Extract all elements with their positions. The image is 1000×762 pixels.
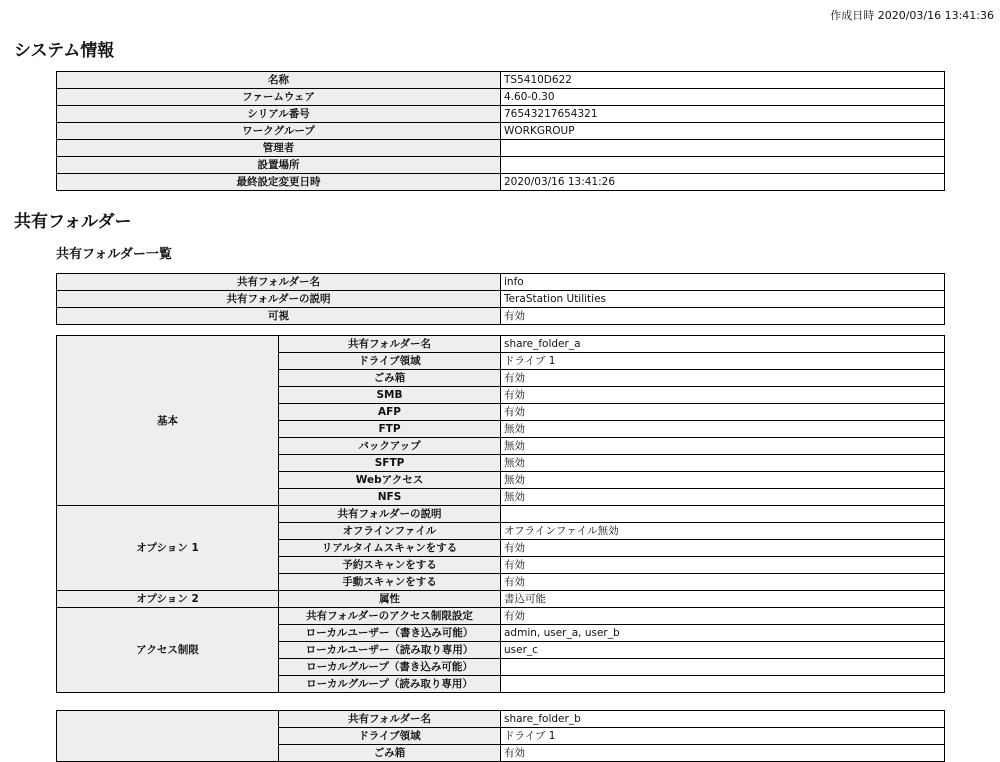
row-label: SMB [279, 387, 501, 404]
row-label: FTP [279, 421, 501, 438]
row-value: TeraStation Utilities [501, 291, 945, 308]
row-label: 共有フォルダー名 [279, 336, 501, 353]
row-value [501, 659, 945, 676]
table-row [57, 711, 945, 728]
row-value: admin, user_a, user_b [501, 625, 945, 642]
table-row [57, 591, 945, 608]
shared-folders-list-heading: 共有フォルダー一覧 [56, 247, 172, 262]
row-value: info [501, 274, 945, 291]
row-label: 名称 [57, 72, 501, 89]
row-value: 有効 [501, 745, 945, 762]
table-row [57, 308, 945, 325]
table-row [57, 174, 945, 191]
row-label: 共有フォルダーのアクセス制限設定 [279, 608, 501, 625]
row-label: 管理者 [57, 140, 501, 157]
row-label: ごみ箱 [279, 370, 501, 387]
row-label: ローカルグループ（読み取り専用） [279, 676, 501, 693]
row-label: 属性 [279, 591, 501, 608]
group-label: アクセス制限 [57, 608, 279, 693]
row-value: user_c [501, 642, 945, 659]
row-label: 可視 [57, 308, 501, 325]
row-label: ローカルユーザー（読み取り専用） [279, 642, 501, 659]
row-value: 76543217654321 [501, 106, 945, 123]
generated-timestamp: 作成日時 2020/03/16 13:41:36 [830, 9, 994, 22]
row-label: リアルタイムスキャンをする [279, 540, 501, 557]
row-value: 無効 [501, 489, 945, 506]
row-label: ドライブ領域 [279, 728, 501, 745]
row-value: 有効 [501, 540, 945, 557]
table-row [57, 506, 945, 523]
row-label: 共有フォルダー名 [279, 711, 501, 728]
table-row [57, 157, 945, 174]
group-label: オプション 2 [57, 591, 279, 608]
group-label: 基本 [57, 336, 279, 506]
system-info-heading: システム情報 [14, 41, 115, 61]
row-value [501, 506, 945, 523]
row-value: 有効 [501, 387, 945, 404]
table-row [57, 274, 945, 291]
row-label: NFS [279, 489, 501, 506]
row-label: ローカルグループ（書き込み可能） [279, 659, 501, 676]
row-value: share_folder_a [501, 336, 945, 353]
info-folder-table [56, 273, 945, 325]
row-value: オフラインファイル無効 [501, 523, 945, 540]
row-value: 有効 [501, 404, 945, 421]
row-value: 書込可能 [501, 591, 945, 608]
row-label: ドライブ領域 [279, 353, 501, 370]
row-label: Webアクセス [279, 472, 501, 489]
row-value: 無効 [501, 421, 945, 438]
row-label: オフラインファイル [279, 523, 501, 540]
row-label: バックアップ [279, 438, 501, 455]
share-folder-b-table [56, 710, 945, 762]
shared-folders-heading: 共有フォルダー [14, 212, 132, 232]
row-label: 予約スキャンをする [279, 557, 501, 574]
row-value: share_folder_b [501, 711, 945, 728]
system-info-table [56, 71, 945, 191]
table-row [57, 106, 945, 123]
share-folder-a-table [56, 335, 945, 693]
table-row [57, 140, 945, 157]
row-value: 4.60-0.30 [501, 89, 945, 106]
row-value: 2020/03/16 13:41:26 [501, 174, 945, 191]
row-value: 有効 [501, 608, 945, 625]
table-row [57, 291, 945, 308]
group-label [57, 711, 279, 762]
row-label: 最終設定変更日時 [57, 174, 501, 191]
row-label: 手動スキャンをする [279, 574, 501, 591]
row-value: 有効 [501, 308, 945, 325]
row-label: 共有フォルダーの説明 [279, 506, 501, 523]
group-label: オプション 1 [57, 506, 279, 591]
row-value: 有効 [501, 557, 945, 574]
row-label: シリアル番号 [57, 106, 501, 123]
row-label: SFTP [279, 455, 501, 472]
row-value: 有効 [501, 370, 945, 387]
table-row [57, 72, 945, 89]
table-row [57, 608, 945, 625]
row-label: AFP [279, 404, 501, 421]
table-row [57, 89, 945, 106]
row-label: ワークグループ [57, 123, 501, 140]
row-value: TS5410D622 [501, 72, 945, 89]
table-row [57, 123, 945, 140]
row-label: ローカルユーザー（書き込み可能） [279, 625, 501, 642]
row-value: ドライブ 1 [501, 353, 945, 370]
row-value [501, 140, 945, 157]
row-value: WORKGROUP [501, 123, 945, 140]
row-value: 無効 [501, 438, 945, 455]
row-value: ドライブ 1 [501, 728, 945, 745]
row-value [501, 157, 945, 174]
row-label: 設置場所 [57, 157, 501, 174]
row-label: ごみ箱 [279, 745, 501, 762]
row-value: 有効 [501, 574, 945, 591]
row-label: 共有フォルダーの説明 [57, 291, 501, 308]
row-label: ファームウェア [57, 89, 501, 106]
row-value: 無効 [501, 455, 945, 472]
table-row [57, 336, 945, 353]
row-label: 共有フォルダー名 [57, 274, 501, 291]
row-value [501, 676, 945, 693]
row-value: 無効 [501, 472, 945, 489]
